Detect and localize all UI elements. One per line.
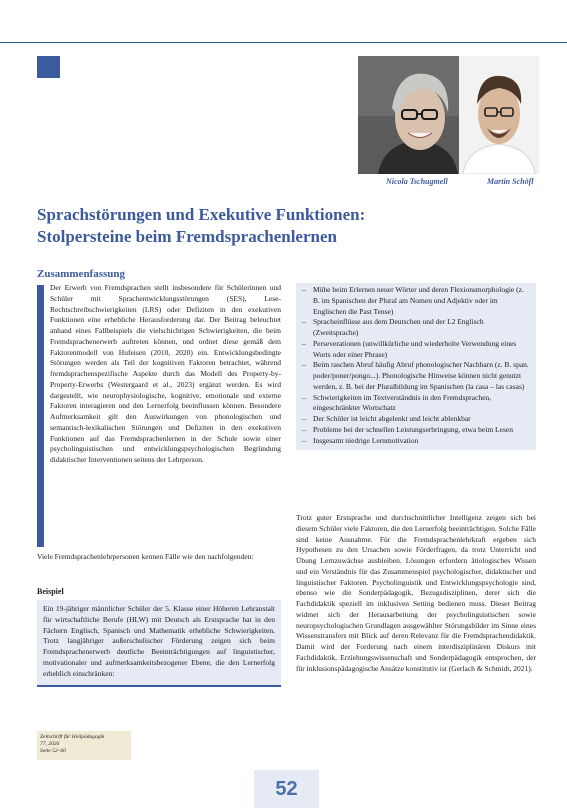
abstract-accent-bar: [37, 285, 44, 547]
author-photo-2: [459, 56, 539, 174]
page-number: 52: [254, 770, 319, 808]
list-item: – Schwierigkeiten im Textverständnis in den Fremdsprachen, eingeschränkter Wortschatz: [302, 392, 492, 413]
journal-name: Zeitschrift für Heilpädagogik: [40, 734, 105, 740]
summary-heading: Zusammenfassung: [37, 268, 126, 280]
intro-paragraph: Viele Fremdsprachenlehrpersonen kennen Fälle wie den nachfolgenden:: [37, 552, 254, 561]
example-heading: Beispiel: [37, 587, 64, 596]
journal-reference: [37, 731, 131, 760]
example-box: [37, 600, 281, 687]
example-text: Ein 19-jähriger männlicher Schüler der 5. Klasse einer Höheren Lehranstalt für wirtschaftliche Berufe (HLW) mit Deutsch als Erstsprache hat in den Fächern Englisch, Spanisch und Mathematik erhebliche Schwierigkeiten. Trotz langjähriger außerschulischer Förderung zeigen sich beim Fremdsprachenerwerb deutliche Beeinträchtigungen auf linguistischer, motivationaler und aufmerksamkeitsbezogener Ebene, die den Lernerfolg erheblich einschränken:: [43, 604, 275, 678]
list-item: – Probleme bei der schnellen Leistungserbringung, etwa beim Lesen: [302, 424, 513, 434]
abstract-text: Der Erwerb von Fremdsprachen stellt insbesondere für Schülerinnen und Schüler mit Sprachentwicklungsstörungen (SES), Lese-Rechtschreibschwierigkeiten (LRS) oder Defiziten in den exekutiven Funktionen eine erhebliche Herausforderung dar. Der Beitrag beleuchtet anhand eines Fallbeispiels die vielschichtigen Schwierigkeiten, die beim Fremdsprachenerwerb auftreten können, und ordnet diese gemäß dem Faktorenmodell von Hufeisen (2010, 2020) ein. Entwicklungsbedingte Störungen werden als Teil der kognitiven Faktoren betrachtet, während fremdsprachenspezifische Aspekte durch das Modell des Property-by-Property-Erwerbs (Westergaard et al., 2023) ergänzt werden. Es wird dargestellt, wie neurophysiologische, kognitive, emotionale und externe Faktoren interagieren und den Lernerfolg beeinflussen können. Besondere Aufmerksamkeit gilt den Auswirkungen von phonologischen und semantisch-lexikalischen Störungen und Defiziten in den exekutiven Funktionen auf das Fremdsprachenlernen in der Schule sowie einer psycholinguistischen und entwicklungspsychologischen Begründung didaktischer Interventionen seitens der Lehrperson.: [50, 283, 281, 464]
symptom-list: [296, 283, 536, 450]
journal-pages: Seite 52–60: [40, 748, 66, 755]
list-item: – Beim raschen Abruf häufig Abruf phonologischer Nachbarn (z. B. span. poder/poner/pongo...). Phonologische Hinweise können nicht genutzt werden, z. B. bei der Pluralbildung im Spanischen (la casa – las casas): [302, 360, 529, 391]
list-item: – Perseverationen (unwillkürliche und wiederholte Verwendung eines Worts oder einer Phrase): [302, 338, 517, 359]
article-title: [37, 204, 517, 248]
list-item: – Der Schüler ist leicht abgelenkt und leicht ablenkbar: [302, 414, 471, 423]
section-marker: [37, 56, 60, 78]
author-caption-2: Martin Schöfl: [487, 177, 534, 186]
author-caption-1: Nicola Tschugmell: [386, 177, 448, 186]
title-line-2: Stolpersteine beim Fremdsprachenlernen: [37, 227, 337, 246]
body-paragraph: Trotz guter Erstsprache und durchschnittlicher Intelligenz zeigen sich bei diesem Schüler viele Faktoren, die den Lernerfolg beeinträchtigen. Solche Fälle sind keine Ausnahme. Für die Fremdsprachenlehrkraft ergeben sich Hypothesen zu den Ursachen sowie Förderfragen, da trotz Unterricht und Übung Lernzuwächse ausbleiben. Lösungen erfordern ätiologisches Wissen und ein Verständnis für das Zusammenspiel psychologischer, didaktischer und linguistischer Faktoren. Psycholinguistik und Entwicklungspsychologie sind, ebenso wie die Sonderpädagogik, Bezugsdisziplinen, derer sich die Fachdidaktik speziell im inklusiven Setting bedienen muss. Dieser Beitrag widmet sich der Herausarbeitung der psycholinguistischen sowie neuropsychologischen Grundlagen ausgewählter Störungsbilder im Sinne eines Wissenstransfers mit Blick auf deren Relevanz für die Fremdsprachendidaktik. Damit wird der Forderung nach einem interdisziplinären Diskurs mit Fachdidaktik, Erziehungswissenschaft und Sonderpädagogik entsprochen, der für inklusionspädagogische Ansätze konstitutiv ist (Gerlach & Schmidt, 2021).: [296, 513, 536, 673]
title-line-1: Sprachstörungen und Exekutive Funktionen:: [37, 205, 366, 224]
list-item: – Insgesamt niedrige Lernmotivation: [302, 435, 419, 445]
top-rule: [0, 42, 567, 43]
journal-volume: 77, 2026: [40, 741, 60, 748]
list-item: – Spracheinflüsse aus dem Deutschen und der L2 Englisch (Zweitsprache): [302, 317, 484, 337]
list-item: – Mühe beim Erlernen neuer Wörter und deren Flexionsmorphologie (z. B. im Spanischen der Plural am Nomen und Adjektiv oder im Englischen die Past Tense): [302, 285, 524, 316]
